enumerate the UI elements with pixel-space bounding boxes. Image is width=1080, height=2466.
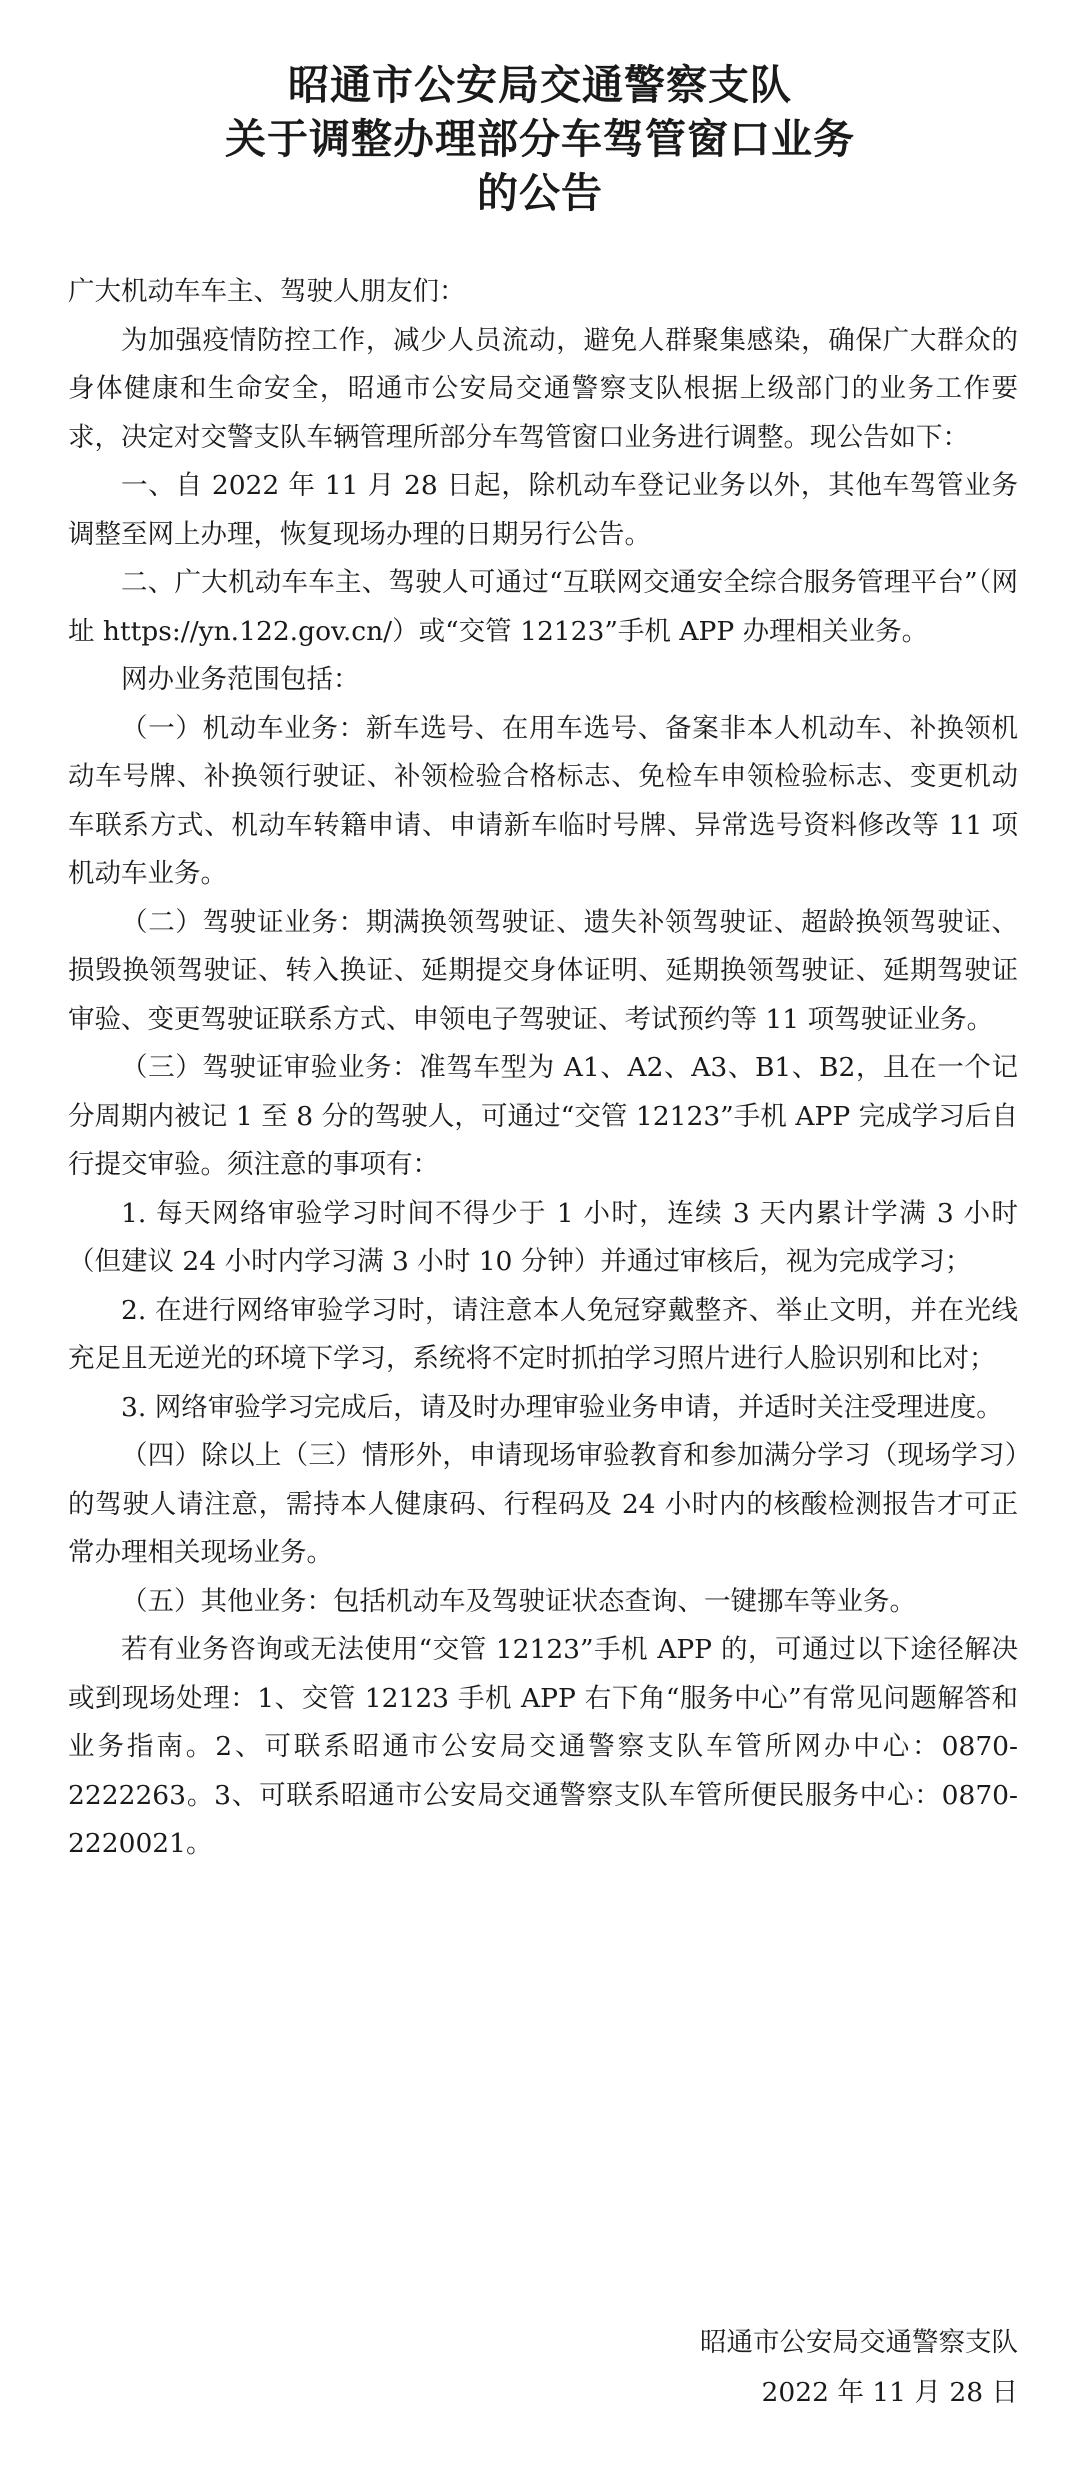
title-line-3: 的公告 bbox=[477, 169, 603, 217]
paragraph-note-2: 2. 在进行网络审验学习时，请注意本人免冠穿戴整齐、举止文明，并在光线充足且无逆光的环境下学习，系统将不定时抓拍学习照片进行人脸识别和比对； bbox=[68, 1294, 1018, 1374]
signature-org: 昭通市公安局交通警察支队 bbox=[700, 2327, 1018, 2358]
salutation: 广大机动车车主、驾驶人朋友们： bbox=[68, 276, 466, 307]
signature-block bbox=[700, 2318, 1018, 2418]
paragraph-note-1: 1. 每天网络审验学习时间不得少于 1 小时，连续 3 天内累计学满 3 小时（但建议 24 小时内学习满 3 小时 10 分钟）并通过审核后，视为完成学习； bbox=[68, 1197, 1018, 1277]
paragraph-intro: 为加强疫情防控工作，减少人员流动，避免人群聚集感染，确保广大群众的身体健康和生命安全，昭通市公安局交通警察支队根据上级部门的业务工作要求，决定对交警支队车辆管理所部分车驾管窗口业务进行调整。现公告如下： bbox=[68, 324, 1018, 453]
notice-title bbox=[0, 58, 1080, 220]
paragraph-contact: 若有业务咨询或无法使用“交管 12123”手机 APP 的，可通过以下途径解决或到现场处理：1、交管 12123 手机 APP 右下角“服务中心”有常见问题解答和业务指南。2、可联系昭通市公安局交通警察支队车管所网办中心：0870-2222263。3、可联系昭通市公安局交通警察支队车管所便民服务中心：0870-2220021。 bbox=[68, 1634, 1018, 1859]
paragraph-other-business: （五）其他业务：包括机动车及驾驶证状态查询、一键挪车等业务。 bbox=[121, 1585, 916, 1617]
paragraph-scope-heading: 网办业务范围包括： bbox=[121, 664, 360, 695]
paragraph-vehicle-business: （一）机动车业务：新车选号、在用车选号、备案非本人机动车、补换领机动车号牌、补换领行驶证、补领检验合格标志、免检车申领检验标志、变更机动车联系方式、机动车转籍申请、申请新车临时号牌、异常选号资料修改等 11 项机动车业务。 bbox=[68, 712, 1018, 889]
paragraph-license-review: （三）驾驶证审验业务：准驾车型为 A1、A2、A3、B1、B2，且在一个记分周期内被记 1 至 8 分的驾驶人，可通过“交管 12123”手机 APP 完成学习后自行提交审验。须注意的事项有： bbox=[68, 1052, 1018, 1180]
title-line-1: 昭通市公安局交通警察支队 bbox=[288, 61, 792, 109]
paragraph-note-3: 3. 网络审验学习完成后，请及时办理审验业务申请，并适时关注受理进度。 bbox=[121, 1391, 1003, 1423]
paragraph-license-business: （二）驾驶证业务：期满换领驾驶证、遗失补领驾驶证、超龄换领驾驶证、损毁换领驾驶证、转入换证、延期提交身体证明、延期换领驾驶证、延期驾驶证审验、变更驾驶证联系方式、申领电子驾驶证、考试预约等 11 项驾驶证业务。 bbox=[68, 906, 1018, 1035]
signature-date: 2022 年 11 月 28 日 bbox=[761, 2377, 1018, 2408]
paragraph-item-2: 二、广大机动车车主、驾驶人可通过“互联网交通安全综合服务管理平台”（网址 https://yn.122.gov.cn/）或“交管 12123”手机 APP 办理相关业务。 bbox=[68, 567, 1018, 647]
notice-body bbox=[68, 268, 1018, 1869]
paragraph-item-1: 一、自 2022 年 11 月 28 日起，除机动车登记业务以外，其他车驾管业务调整至网上办理，恢复现场办理的日期另行公告。 bbox=[68, 470, 1018, 550]
title-line-2: 关于调整办理部分车驾管窗口业务 bbox=[225, 115, 855, 163]
paragraph-onsite-business: （四）除以上（三）情形外，申请现场审验教育和参加满分学习（现场学习）的驾驶人请注意，需持本人健康码、行程码及 24 小时内的核酸检测报告才可正常办理相关现场业务。 bbox=[68, 1440, 1018, 1568]
